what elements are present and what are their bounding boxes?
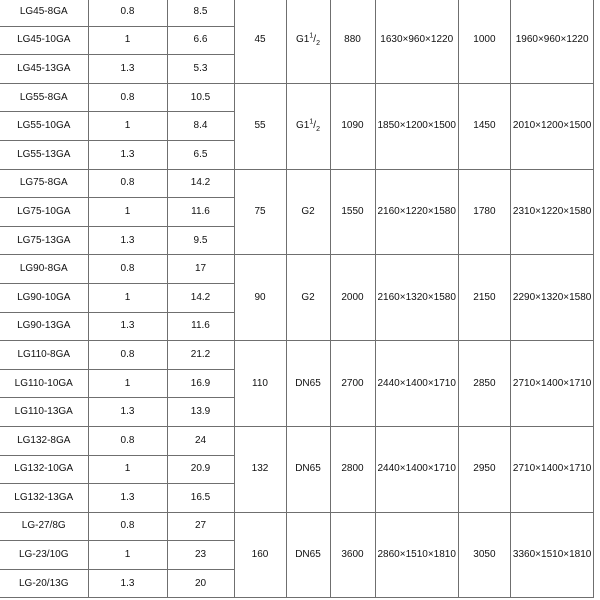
weight-alt-cell: 1780 [458,169,510,255]
pressure-cell: 1.3 [88,484,167,513]
pressure-cell: 0.8 [88,83,167,112]
dimensions-alt-cell: 3360×1510×1810 [510,512,593,598]
dimensions-cell: 2160×1220×1580 [375,169,458,255]
pressure-cell: 1 [88,541,167,570]
pressure-cell: 1 [88,198,167,227]
outlet-main: G2 [301,291,315,303]
power-cell: 132 [234,426,286,512]
weight-cell: 3600 [330,512,375,598]
flow-cell: 5.3 [167,55,234,84]
outlet-cell [286,169,330,255]
flow-cell: 16.9 [167,369,234,398]
pressure-cell: 0.8 [88,255,167,284]
flow-cell: 13.9 [167,398,234,427]
table-row [0,341,594,370]
weight-cell: 2800 [330,426,375,512]
outlet-cell [286,341,330,427]
model-cell: LG110-10GA [0,369,88,398]
outlet-main: G1 [296,34,310,46]
model-cell: LG55-13GA [0,140,88,169]
table-row [0,426,594,455]
model-cell: LG90-10GA [0,283,88,312]
pressure-cell: 1.3 [88,569,167,598]
outlet-cell [286,83,330,169]
table-row [0,512,594,541]
model-cell: LG-20/13G [0,569,88,598]
model-cell: LG90-13GA [0,312,88,341]
pressure-cell: 1.3 [88,312,167,341]
flow-cell: 11.6 [167,198,234,227]
pressure-cell: 1.3 [88,55,167,84]
dimensions-alt-cell: 2710×1400×1710 [510,341,593,427]
pressure-cell: 0.8 [88,426,167,455]
pressure-cell: 1 [88,369,167,398]
power-cell: 45 [234,0,286,83]
model-cell: LG75-13GA [0,226,88,255]
power-cell: 90 [234,255,286,341]
pressure-cell: 1 [88,26,167,55]
model-cell: LG132-13GA [0,484,88,513]
dimensions-alt-cell: 2710×1400×1710 [510,426,593,512]
model-cell: LG132-8GA [0,426,88,455]
weight-alt-cell: 2850 [458,341,510,427]
power-cell: 160 [234,512,286,598]
pressure-cell: 0.8 [88,169,167,198]
dimensions-cell: 2860×1510×1810 [375,512,458,598]
dimensions-alt-cell: 2290×1320×1580 [510,255,593,341]
outlet-main: DN65 [295,463,321,475]
weight-alt-cell: 2950 [458,426,510,512]
outlet-main: G2 [301,205,315,217]
weight-cell: 1090 [330,83,375,169]
power-cell: 110 [234,341,286,427]
model-cell: LG55-8GA [0,83,88,112]
flow-cell: 9.5 [167,226,234,255]
weight-cell: 2000 [330,255,375,341]
dimensions-alt-cell: 2010×1200×1500 [510,83,593,169]
model-cell: LG-27/8G [0,512,88,541]
table-row [0,169,594,198]
flow-cell: 8.4 [167,112,234,141]
flow-cell: 14.2 [167,283,234,312]
flow-cell: 20.9 [167,455,234,484]
pressure-cell: 1.3 [88,398,167,427]
dimensions-cell: 2440×1400×1710 [375,341,458,427]
weight-cell: 2700 [330,341,375,427]
outlet-fraction-denominator: 2 [316,40,320,48]
model-cell: LG45-13GA [0,55,88,84]
flow-cell: 6.6 [167,26,234,55]
weight-cell: 880 [330,0,375,83]
flow-cell: 16.5 [167,484,234,513]
model-cell: LG55-10GA [0,112,88,141]
power-cell: 55 [234,83,286,169]
model-cell: LG45-10GA [0,26,88,55]
flow-cell: 14.2 [167,169,234,198]
outlet-cell [286,512,330,598]
pressure-cell: 1 [88,455,167,484]
pressure-cell: 1 [88,283,167,312]
outlet-main: DN65 [295,549,321,561]
dimensions-cell: 2160×1320×1580 [375,255,458,341]
model-cell: LG75-10GA [0,198,88,227]
pressure-cell: 1.3 [88,140,167,169]
outlet-main: G1 [296,120,310,132]
outlet-fraction-numerator: 1 [309,33,314,41]
pressure-cell: 1 [88,112,167,141]
weight-alt-cell: 1450 [458,83,510,169]
flow-cell: 20 [167,569,234,598]
weight-alt-cell: 2150 [458,255,510,341]
outlet-cell [286,255,330,341]
model-cell: LG132-10GA [0,455,88,484]
flow-cell: 11.6 [167,312,234,341]
flow-cell: 10.5 [167,83,234,112]
dimensions-alt-cell: 2310×1220×1580 [510,169,593,255]
outlet-fraction-slash: / [313,34,317,46]
table-row [0,255,594,284]
dimensions-cell: 1630×960×1220 [375,0,458,83]
model-cell: LG75-8GA [0,169,88,198]
pressure-cell: 1.3 [88,226,167,255]
model-cell: LG110-13GA [0,398,88,427]
flow-cell: 8.5 [167,0,234,26]
flow-cell: 24 [167,426,234,455]
pressure-cell: 0.8 [88,0,167,26]
table-row [0,0,594,26]
weight-cell: 1550 [330,169,375,255]
outlet-fraction-slash: / [313,120,317,132]
pressure-cell: 0.8 [88,341,167,370]
outlet-fraction-numerator: 1 [309,118,314,126]
pressure-cell: 0.8 [88,512,167,541]
model-cell: LG45-8GA [0,0,88,26]
outlet-fraction-denominator: 2 [316,126,320,134]
table-row [0,83,594,112]
weight-alt-cell: 1000 [458,0,510,83]
model-cell: LG-23/10G [0,541,88,570]
flow-cell: 6.5 [167,140,234,169]
flow-cell: 17 [167,255,234,284]
flow-cell: 21.2 [167,341,234,370]
dimensions-cell: 1850×1200×1500 [375,83,458,169]
outlet-cell [286,426,330,512]
dimensions-alt-cell: 1960×960×1220 [510,0,593,83]
model-cell: LG90-8GA [0,255,88,284]
outlet-cell [286,0,330,83]
outlet-main: DN65 [295,377,321,389]
power-cell: 75 [234,169,286,255]
dimensions-cell: 2440×1400×1710 [375,426,458,512]
flow-cell: 23 [167,541,234,570]
weight-alt-cell: 3050 [458,512,510,598]
flow-cell: 27 [167,512,234,541]
model-cell: LG110-8GA [0,341,88,370]
